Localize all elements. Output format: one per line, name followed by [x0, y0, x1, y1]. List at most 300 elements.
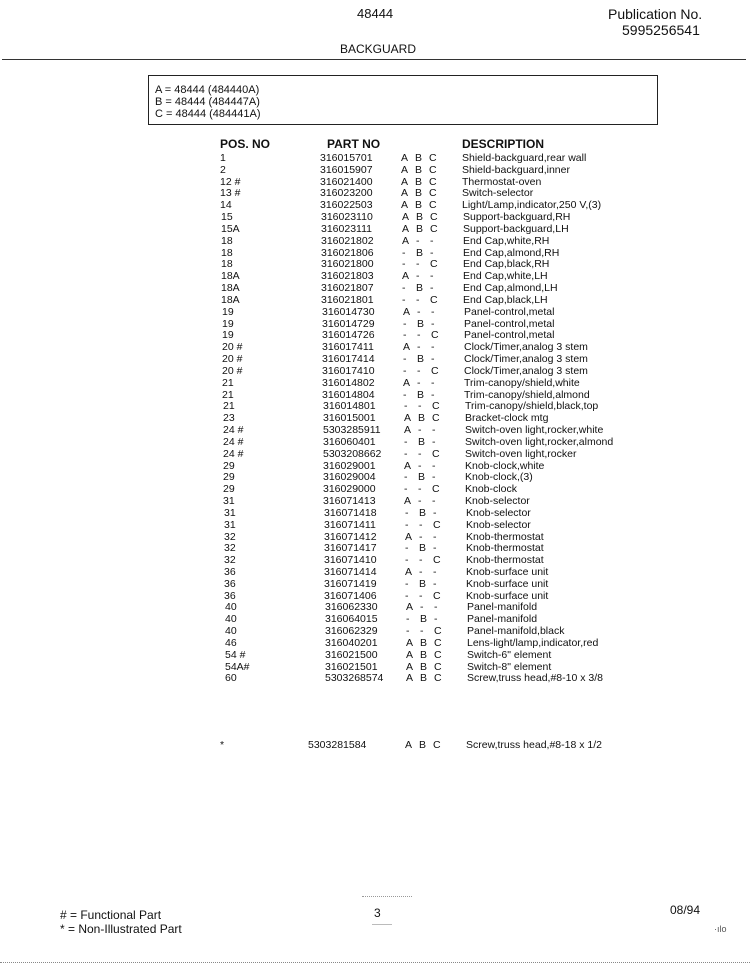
variant-b-mark: B	[420, 636, 428, 649]
variant-a-mark: -	[403, 317, 407, 330]
part-description: Knob-surface unit	[466, 589, 549, 602]
part-number: 316071418	[324, 506, 377, 519]
variant-c-mark: C	[432, 483, 440, 496]
table-row	[0, 449, 750, 461]
variant-a-mark: -	[402, 258, 406, 271]
variant-b-mark: B	[420, 660, 428, 673]
variant-b-mark: B	[420, 672, 428, 685]
column-header-part: PART NO	[327, 137, 381, 151]
non-illustrated-part-row	[0, 740, 750, 752]
variant-b-mark: -	[417, 376, 421, 389]
part-number: 316060401	[323, 435, 376, 448]
pos-number: 21	[223, 400, 235, 413]
variant-b-mark: B	[418, 471, 426, 484]
part-number: 316071412	[324, 530, 377, 543]
part-description: Clock/Timer,analog 3 stem	[464, 364, 588, 377]
variant-a-mark: A	[405, 565, 413, 578]
variant-c-mark: -	[433, 506, 437, 519]
variant-b-mark: -	[420, 601, 424, 614]
page-number: 3	[374, 906, 381, 920]
table-row	[0, 579, 750, 591]
variant-c-mark: C	[429, 152, 437, 164]
part-description: Panel-manifold	[467, 601, 538, 614]
table-row	[0, 650, 750, 662]
variant-b-mark: B	[415, 187, 423, 200]
variant-c-mark: C	[433, 739, 441, 751]
part-description: Switch-oven light,rocker,almond	[465, 435, 614, 448]
variant-a-mark: -	[406, 625, 410, 638]
part-description: End Cap,white,RH	[463, 234, 550, 247]
table-row	[0, 283, 750, 295]
variant-a-mark: -	[402, 293, 406, 306]
column-header-description: DESCRIPTION	[462, 137, 545, 151]
part-number: 316062330	[325, 601, 378, 614]
header-divider	[2, 59, 746, 60]
table-row	[0, 271, 750, 283]
variant-c-mark: C	[432, 447, 440, 460]
part-number: 316021500	[325, 648, 378, 661]
variant-c-mark: -	[433, 577, 437, 590]
variant-b-mark: B	[419, 506, 427, 519]
variant-c-mark: C	[429, 187, 437, 200]
pos-number: 20 #	[222, 364, 243, 377]
part-number: 5303285911	[323, 424, 381, 437]
variant-b: B = 48444 (484447A)	[155, 96, 260, 108]
pos-number: 32	[224, 530, 236, 543]
table-row	[0, 638, 750, 650]
variant-a-mark: -	[404, 400, 408, 413]
part-number: 316014729	[322, 317, 375, 330]
part-number: 316071419	[324, 577, 377, 590]
part-description: Switch-selector	[462, 187, 534, 200]
part-description: Panel-manifold,black	[467, 625, 565, 638]
variant-a-mark: -	[403, 329, 407, 342]
part-number: 5303208662	[323, 447, 382, 460]
part-description: End Cap,black,LH	[463, 293, 548, 306]
part-number: 316029000	[323, 483, 376, 496]
part-description: Switch-oven light,rocker,white	[465, 424, 604, 437]
part-number: 316023110	[321, 211, 373, 224]
variant-a-mark: A	[404, 459, 412, 472]
pos-number: 40	[225, 625, 237, 638]
variant-a-mark: -	[405, 542, 409, 555]
variant-b-mark: -	[416, 293, 420, 306]
part-description: Trim-canopy/shield,white	[464, 376, 580, 389]
part-description: End Cap,almond,RH	[463, 246, 560, 259]
part-description: Trim-canopy/shield,almond	[464, 388, 590, 401]
part-description: Switch-8" element	[467, 660, 552, 673]
part-description: End Cap,almond,LH	[463, 282, 558, 295]
part-description: Panel-control,metal	[464, 305, 555, 318]
part-description: Trim-canopy/shield,black,top	[465, 400, 599, 413]
pos-number: 20 #	[222, 341, 243, 354]
part-number: 316064015	[325, 613, 378, 626]
part-description: Shield-backguard,inner	[462, 163, 570, 176]
table-row	[0, 224, 750, 236]
publication-date: 08/94	[670, 903, 701, 917]
variant-a-mark: -	[405, 518, 409, 531]
pos-number: 31	[223, 495, 235, 508]
pos-number: 1	[220, 152, 226, 164]
part-description: Panel-control,metal	[464, 317, 555, 330]
variant-a-mark: -	[402, 246, 406, 259]
variant-a-mark: A	[406, 660, 414, 673]
variant-c-mark: C	[430, 293, 438, 306]
part-description: End Cap,white,LH	[463, 270, 548, 283]
pos-number: 36	[224, 589, 236, 602]
variant-c-mark: C	[430, 258, 438, 271]
variant-b-mark: -	[420, 625, 424, 638]
pos-number: 21	[222, 376, 234, 389]
pos-number: 19	[222, 329, 234, 342]
variant-a-mark: A	[404, 424, 412, 437]
variant-b-mark: -	[419, 554, 423, 567]
part-number: 316021400	[320, 175, 373, 188]
pos-number: 18	[221, 234, 233, 247]
variant-c-mark: C	[429, 175, 437, 188]
variant-c-mark: C	[431, 364, 439, 377]
part-description: Panel-control,metal	[464, 329, 555, 342]
variant-c-mark: C	[434, 625, 442, 638]
part-number: 316017411	[322, 341, 374, 354]
variant-a-mark: A	[406, 672, 414, 685]
pos-number: 2	[220, 163, 226, 176]
variant-a-mark: A	[403, 305, 411, 318]
pos-number: 32	[224, 542, 236, 555]
variant-c-mark: C	[429, 199, 437, 212]
variant-c-mark: -	[433, 530, 437, 543]
variant-c-mark: -	[430, 282, 434, 295]
variant-c-mark: C	[430, 211, 438, 224]
variant-a-mark: A	[401, 199, 409, 212]
part-number: 316015001	[323, 412, 376, 425]
variant-c-mark: C	[433, 589, 441, 602]
part-number: 316021801	[321, 293, 374, 306]
pos-number: 46	[225, 636, 237, 649]
pos-number: 18	[221, 258, 233, 271]
variant-c-mark: C	[434, 636, 442, 649]
part-description: Lens-light/lamp,indicator,red	[467, 636, 599, 649]
variant-c-mark: C	[429, 163, 437, 176]
variant-a-mark: A	[406, 601, 414, 614]
part-number: 316071417	[324, 542, 377, 555]
variant-a-mark: A	[402, 270, 410, 283]
legend-non-illustrated-part: * = Non-Illustrated Part	[60, 922, 182, 936]
table-row	[0, 165, 750, 177]
variant-b-mark: -	[418, 400, 422, 413]
variant-b-mark: B	[417, 388, 425, 401]
part-number: 316014726	[322, 329, 375, 342]
variant-a-mark: A	[402, 234, 410, 247]
variant-c-mark: C	[434, 648, 442, 661]
corner-mark: ·ılo	[714, 924, 727, 934]
part-description: Knob-selector	[465, 495, 530, 508]
table-row	[0, 437, 750, 449]
variant-a-mark: A	[405, 739, 413, 751]
variant-c-mark: -	[431, 376, 435, 389]
variant-c-mark: -	[432, 424, 436, 437]
variant-b-mark: -	[419, 530, 423, 543]
part-description: Knob-clock	[465, 483, 517, 496]
variant-c-mark: -	[431, 341, 435, 354]
bottom-divider	[0, 962, 750, 963]
pos-number: 29	[223, 471, 235, 484]
variant-c-mark: -	[431, 317, 435, 330]
part-description: Thermostat-oven	[462, 175, 542, 188]
variant-c-mark: C	[432, 412, 440, 425]
variant-a-mark: A	[404, 412, 412, 425]
table-row	[0, 366, 750, 378]
variant-b-mark: B	[415, 163, 423, 176]
part-description: Screw,truss head,#8-10 x 3/8	[467, 672, 603, 685]
pos-number: 54A#	[225, 660, 250, 673]
table-row	[0, 177, 750, 189]
pos-number: 60	[225, 672, 237, 685]
variant-b-mark: B	[420, 648, 428, 661]
table-row	[0, 153, 750, 165]
variant-a-mark: -	[406, 613, 410, 626]
part-description: Switch-oven light,rocker	[465, 447, 577, 460]
part-number: 316040201	[325, 636, 378, 649]
variant-b-mark: -	[416, 270, 420, 283]
part-number: 316015907	[320, 163, 373, 176]
variant-b-mark: -	[419, 565, 423, 578]
variant-a-mark: -	[403, 364, 407, 377]
part-number: 5303281584	[308, 739, 367, 751]
pos-number: 18A	[221, 270, 240, 283]
page-number-underline	[372, 924, 392, 925]
variant-b-mark: -	[418, 447, 422, 460]
part-number: 316021803	[321, 270, 374, 283]
column-header-pos: POS. NO	[220, 137, 271, 151]
variant-a-mark: -	[405, 589, 409, 602]
variant-b-mark: -	[419, 518, 423, 531]
table-row	[0, 740, 750, 752]
publication-label: Publication No.	[608, 6, 703, 22]
part-number: 316071406	[324, 589, 377, 602]
part-number: 316071411	[324, 518, 376, 531]
variant-b-mark: B	[420, 613, 428, 626]
part-description: Bracket-clock mtg	[465, 412, 549, 425]
part-number: 316021806	[321, 246, 374, 259]
variant-a-mark: -	[404, 435, 408, 448]
table-row	[0, 319, 750, 331]
variant-a-mark: -	[404, 447, 408, 460]
variant-c-mark: C	[434, 660, 442, 673]
variant-a-mark: A	[405, 530, 413, 543]
pos-number: 40	[225, 601, 237, 614]
part-number: 316029004	[323, 471, 376, 484]
part-number: 316021807	[321, 282, 374, 295]
pos-number: 36	[224, 565, 236, 578]
part-number: 316071413	[323, 495, 376, 508]
variant-b-mark: B	[416, 222, 424, 235]
table-row	[0, 188, 750, 200]
variant-c-mark: -	[430, 246, 434, 259]
part-number: 316014804	[322, 388, 375, 401]
part-number: 316023111	[321, 222, 372, 235]
table-row	[0, 673, 750, 685]
pos-number: 29	[223, 483, 235, 496]
part-description: Light/Lamp,indicator,250 V,(3)	[462, 199, 602, 212]
part-description: Switch-6" element	[467, 648, 552, 661]
part-description: Knob-clock,white	[465, 459, 545, 472]
pos-number: 15A	[221, 222, 240, 235]
variant-b-mark: B	[419, 577, 427, 590]
variant-c-mark: C	[434, 672, 442, 685]
variant-b-mark: -	[417, 305, 421, 318]
pos-number: 18	[221, 246, 233, 259]
variant-c-mark: -	[431, 353, 435, 366]
variant-a-mark: -	[402, 282, 406, 295]
part-description: Panel-manifold	[467, 613, 538, 626]
variant-a-mark: -	[404, 483, 408, 496]
pos-number: 12 #	[220, 175, 241, 188]
part-description: Knob-surface unit	[466, 577, 549, 590]
variant-a-mark: A	[403, 341, 411, 354]
table-row	[0, 378, 750, 390]
part-description: End Cap,black,RH	[463, 258, 550, 271]
publication-number: 5995256541	[622, 22, 700, 38]
variant-b-mark: B	[418, 412, 426, 425]
model-number: 48444	[357, 6, 394, 21]
variant-b-mark: -	[418, 483, 422, 496]
part-number: 316021800	[321, 258, 374, 271]
part-number: 316071410	[324, 554, 377, 567]
variant-b-mark: B	[419, 542, 427, 555]
parts-table	[0, 153, 750, 685]
variant-c-mark: -	[432, 471, 436, 484]
pos-number: 32	[224, 554, 236, 567]
variant-c-mark: -	[432, 495, 436, 508]
part-description: Knob-thermostat	[466, 530, 544, 543]
variant-a-mark: -	[403, 353, 407, 366]
table-row	[0, 342, 750, 354]
variant-b-mark: -	[418, 459, 422, 472]
variant-a-mark: A	[401, 163, 409, 176]
table-row	[0, 200, 750, 212]
variant-a-mark: A	[403, 376, 411, 389]
variant-b-mark: -	[417, 341, 421, 354]
table-row	[0, 295, 750, 307]
variant-b-mark: B	[415, 152, 423, 164]
pos-number: 31	[224, 506, 236, 519]
variant-b-mark: -	[417, 329, 421, 342]
pos-number: 31	[224, 518, 236, 531]
pos-number: 24 #	[223, 435, 244, 448]
variant-b-mark: -	[416, 258, 420, 271]
pos-number: 24 #	[223, 424, 244, 437]
variant-a-mark: A	[401, 175, 409, 188]
pos-number: 19	[222, 305, 234, 318]
pos-number: 21	[222, 388, 234, 401]
variant-b-mark: B	[419, 739, 427, 751]
pos-number: 36	[224, 577, 236, 590]
part-description: Clock/Timer,analog 3 stem	[464, 341, 588, 354]
variant-b-mark: B	[417, 317, 425, 330]
variant-a-mark: A	[401, 187, 409, 200]
variant-a-mark: -	[405, 577, 409, 590]
part-number: 316014802	[322, 376, 375, 389]
variant-a: A = 48444 (484440A)	[155, 84, 260, 96]
pos-number: 15	[221, 211, 233, 224]
variant-c-mark: -	[432, 459, 436, 472]
variant-c-mark: C	[432, 400, 440, 413]
variant-b-mark: -	[416, 234, 420, 247]
part-description: Knob-thermostat	[466, 542, 544, 555]
part-number: 316021802	[321, 234, 374, 247]
part-description: Knob-selector	[466, 518, 531, 531]
section-title: BACKGUARD	[340, 42, 417, 56]
part-number: 316017410	[322, 364, 375, 377]
variant-b-mark: B	[417, 353, 425, 366]
variant-a-mark: -	[404, 471, 408, 484]
variant-c: C = 48444 (484441A)	[155, 108, 261, 120]
variant-c-mark: C	[433, 554, 441, 567]
variant-a-mark: A	[402, 211, 410, 224]
variant-b-mark: B	[415, 175, 423, 188]
part-description: Knob-clock,(3)	[465, 471, 533, 484]
pos-number: 20 #	[222, 353, 243, 366]
variant-b-mark: B	[416, 246, 424, 259]
variant-b-mark: -	[417, 364, 421, 377]
table-row	[0, 259, 750, 271]
pos-number: 14	[220, 199, 232, 212]
variant-a-mark: -	[403, 388, 407, 401]
variant-c-mark: -	[434, 613, 438, 626]
part-number: 316022503	[320, 199, 373, 212]
variant-c-mark: -	[431, 388, 435, 401]
pos-number: 40	[225, 613, 237, 626]
legend-functional-part: # = Functional Part	[60, 908, 162, 922]
part-number: 5303268574	[325, 672, 384, 685]
pos-number: 54 #	[225, 648, 246, 661]
part-number: 316062329	[325, 625, 378, 638]
variant-c-mark: C	[431, 329, 439, 342]
part-number: 316021501	[325, 660, 378, 673]
part-description: Support-backguard,LH	[463, 222, 569, 235]
variant-c-mark: -	[431, 305, 435, 318]
pos-number: 13 #	[220, 187, 241, 200]
part-description: Clock/Timer,analog 3 stem	[464, 353, 588, 366]
table-row	[0, 307, 750, 319]
part-description: Support-backguard,RH	[463, 211, 571, 224]
part-number: 316071414	[324, 565, 377, 578]
variant-legend-box	[148, 75, 658, 125]
page-mark-dots	[362, 896, 412, 897]
pos-number: 19	[222, 317, 234, 330]
part-description: Knob-thermostat	[466, 554, 544, 567]
variant-c-mark: -	[433, 565, 437, 578]
pos-number: 29	[223, 459, 235, 472]
variant-a-mark: A	[406, 636, 414, 649]
variant-c-mark: -	[430, 234, 434, 247]
part-description: Knob-selector	[466, 506, 531, 519]
variant-b-mark: B	[416, 282, 424, 295]
part-number: 316014801	[323, 400, 376, 413]
table-row	[0, 212, 750, 224]
variant-b-mark: -	[418, 424, 422, 437]
part-number: 316029001	[323, 459, 376, 472]
variant-a-mark: -	[405, 506, 409, 519]
variant-c-mark: C	[430, 222, 438, 235]
variant-b-mark: B	[416, 211, 424, 224]
table-row	[0, 248, 750, 260]
variant-c-mark: -	[432, 435, 436, 448]
variant-a-mark: A	[404, 495, 412, 508]
variant-b-mark: B	[418, 435, 426, 448]
variant-c-mark: -	[430, 270, 434, 283]
